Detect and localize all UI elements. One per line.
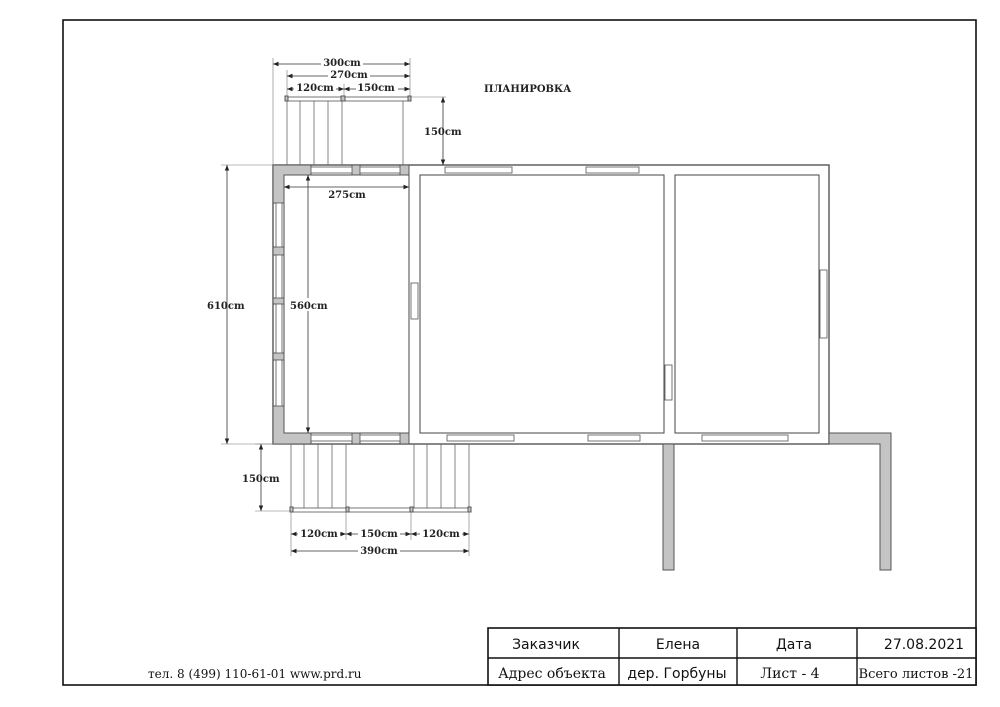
bottom-porch <box>290 444 471 512</box>
date-value: 27.08.2021 <box>883 637 965 653</box>
title-block <box>488 628 976 685</box>
dim-top-porch-depth: 150cm <box>424 127 462 138</box>
plan-title: ПЛАНИРОВКА <box>484 84 572 95</box>
dim-room-width: 275cm <box>328 190 366 201</box>
dim-top-total: 300cm <box>323 58 361 69</box>
terrace-wall <box>663 433 891 570</box>
customer-label: Заказчик <box>512 637 580 653</box>
dim-top-left: 120cm <box>296 83 334 94</box>
address-label: Адрес объекта <box>498 666 606 682</box>
dim-room-height: 560cm <box>290 301 328 312</box>
address-value: дер. Горбуны <box>627 666 727 682</box>
dim-bottom-mid: 150cm <box>360 529 398 540</box>
main-building <box>273 165 829 444</box>
date-label: Дата <box>775 637 813 653</box>
dim-bottom-left: 120cm <box>300 529 338 540</box>
sheet-number: Лист - 4 <box>760 666 820 682</box>
dim-bottom-right: 120cm <box>422 529 460 540</box>
contact-info: тел. 8 (499) 110-61-01 www.prd.ru <box>148 667 362 681</box>
dim-bottom-total: 390cm <box>360 546 398 557</box>
dim-top-inner: 270cm <box>330 70 368 81</box>
customer-value: Елена <box>655 637 701 653</box>
dim-overall-height: 610cm <box>207 301 245 312</box>
dim-top-right: 150cm <box>357 83 395 94</box>
total-sheets: Всего листов -21 <box>858 667 974 682</box>
top-porch <box>285 96 411 165</box>
dim-bottom-porch-depth: 150cm <box>242 474 280 485</box>
